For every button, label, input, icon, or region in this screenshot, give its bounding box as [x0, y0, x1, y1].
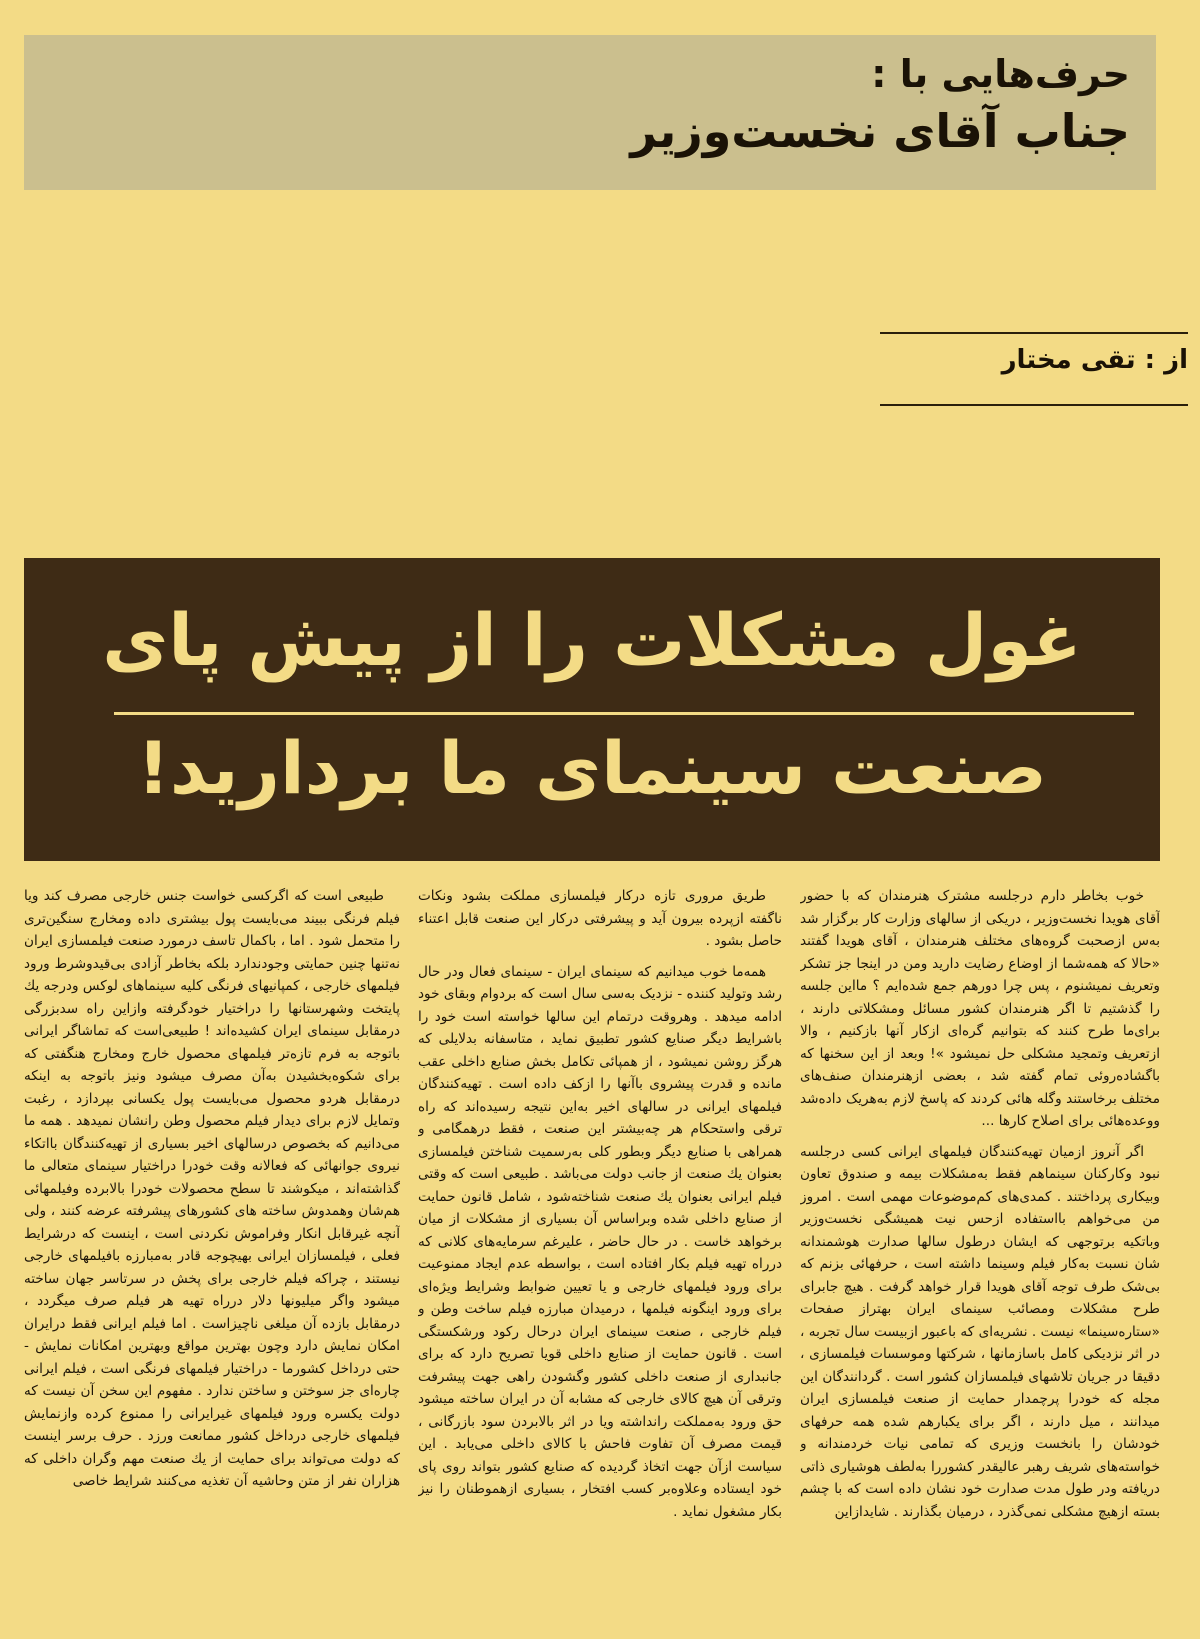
article-column-right	[800, 885, 1160, 1620]
article-column-left	[24, 885, 400, 1620]
headline-line-1: غول مشکلات را از پیش پای	[102, 598, 1082, 682]
column-paragraph: طریق مروری تازه درکار فیلمسازی مملکت بشود ونکات ناگفته ازپرده بیرون آید و پیشرفتی درکار این صنعت قابل اعتناء حاصل بشود .	[418, 888, 782, 949]
column-paragraph: همه‌ما خوب میدانیم که سینمای ایران - سینمای فعال ودر حال رشد وتولید کننده - نزدیک به‌سی سال است که بردوام وبقای خود ادامه میدهد . وهروقت درتمام این سالها خواسته است خود را باشرایط دیگر صنایع کشور تطبیق نماید ، متاسفانه بدلایلی که هرگز روشن نمیشود ، از همپائی تکامل بخش صنایع داخلی عقب مانده و قدرت پیشروی باآنها را ازکف داده است . تهیه‌کنندگان فیلمهای ایرانی در سالهای اخیر به‌این نتیجه رسیده‌اند که راه ترقی واستحکام هر چه‌بیشتر این صنعت ، فقط درهمگامی و همراهی با صنایع دیگر وبطور کلی به‌رسمیت شناختن فیلمسازی بعنوان یك صنعت از جانب دولت می‌باشد . طبیعی است که وقتی فیلم ایرانی بعنوان یك صنعت شناخته‌شود ، شامل قانون حمایت از صنایع داخلی شده وبراساس آن بسیاری از مشکلات از میان برخواهد خاست . در حال حاضر ، علیرغم سرمایه‌های کلانی که درراه تهیه فیلم بکار افتاده است ، بواسطه عدم ایجاد ممنوعیت برای ورود فیلمهای خارجی و یا تعیین ضوابط وشرایط ویژه‌ای برای ورود اینگونه فیلمها ، درمیدان مبارزه فیلم ساخت وطن و فیلم خارجی ، صنعت سینمای ایران درحال رکود ورشکستگی است . قانون حمایت از صنایع داخلی قویا تصریح دارد که برای جانبداری از صنعت داخلی کشور وگشودن راهی جهت پیشرفت وترقی آن هیچ کالای خارجی که مشابه آن در ایران ساخته میشود حق ورود به‌مملکت رانداشته ویا در اثر بالابردن سود بازرگانی ، قیمت مصرف آن تفاوت فاحش با کالای داخلی می‌یابد . این سیاست ازآن جهت اتخاذ گردیده که صنایع کشور بتواند روی پای خود ایستاده وعلاوه‌بر کسب افتخار ، بسیاری ازهموطنان را نیز بکار مشغول نماید .	[418, 963, 782, 1520]
author-top-rule	[880, 332, 1188, 334]
column-paragraph: خوب بخاطر دارم درجلسه مشترک هنرمندان که با حضور آقای هویدا نخست‌وزیر ، دریکی از سالهای وزارت کار برگزار شد به‌س ازصحبت گروه‌های مختلف هنرمندان ، آقای هویدا گفتند «حالا که همه‌شما از اوضاع رضایت دارید ومن در اینجا جز تشکر وتعریف نمیشنوم ، پس چرا دورهم جمع شده‌ایم ؟ مااین جلسه را گذشتیم تا اگر هنرمندان کشور مسائل ومشکلاتی دارند ، برای‌ما طرح کنند که بتوانیم گره‌ای ازکار آنها بازکنیم ، والا ازتعریف وتمجید مشکلی حل نمیشود »! وبعد از این سخنها که باگشاده‌روئی تمام گفته شد ، بعضی ازهنرمندان صنف‌های مختلف برخاستند وگله هائی کردند که پاسخ لازم به‌هریک داده‌شد ووعده‌هائی برای اصلاح کارها ...	[800, 888, 1160, 1129]
article-column-middle	[418, 885, 782, 1620]
headline-banner	[24, 558, 1160, 861]
header-line-1: حرف‌هایی با :	[871, 52, 1130, 96]
author-bottom-rule	[880, 404, 1188, 406]
headline-line-2: صنعت سینمای ما بردارید!	[137, 726, 1047, 810]
author-byline: از : تقی مختار	[1001, 345, 1188, 375]
headline-divider	[114, 712, 1134, 715]
column-paragraph: طبیعی است که اگرکسی خواست جنس خارجی مصرف کند ویا فیلم فرنگی ببیند می‌بایست پول بیشتری داده ومخارج سنگین‌تری را متحمل شود . اما ، باکمال تاسف درمورد صنعت فیلمسازی ایران نه‌تنها چنین حمایتی وجودندارد بلکه بخاطر آزادی بی‌قیدوشرط ورود فیلمهای خارجی ، کمپانیهای فرنگی کلیه سینماهای لوکس ودرجه یك پایتخت وشهرستانها را دراختیار خودگرفته وازاین راه سدبزرگی درمقابل سینمای ایران کشیده‌اند ! طبیعی‌است که تماشاگر ایرانی باتوجه به فرم تازه‌تر فیلمهای محصول خارج ومخارج هنگفتی که برای شکوه‌بخشیدن به‌آن مصرف میشود ونیز باتوجه به اینکه درمقابل هردو محصول می‌بایست پول یکسانی بپردازد ، رغبت وتمایل لازم برای دیدار فیلم محصول وطن رانشان نمیدهد . همه ما می‌دانیم که بخصوص درسالهای اخیر بسیاری از تهیه‌کنندگان بااتکاء نیروی جوانهائی که فعالانه وقت خودرا دراختیار سینمای متعالی ما گذاشته‌اند ، میکوشند تا سطح محصولات خودرا بالابرده وفیلمهائی هم‌شان وهمدوش ساخته های کشورهای پیشرفته عرضه کنند ، ولی آنچه غیرقابل انکار وفراموش نکردنی است ، اینست که درشرایط فعلی ، فیلمسازان ایرانی بهیچوجه قادر به‌مبارزه بافیلمهای خارجی نیستند ، چراکه فیلم خارجی برای پخش در سرتاسر جهان ساخته میشود واگر میلیونها دلار درراه تهیه هر فیلم صرف میگردد ، درمقابل بازده آن میلغی ناچیزاست . اما فیلم ایرانی فقط درایران امکان نمایش دارد وچون بهترین مواقع وبهترین امکانات نمایش - حتی درداخل کشورما - دراختیار فیلمهای فرنگی است ، فیلم ایرانی چاره‌ای جز سوختن و ساختن ندارد . مفهوم این سخن آن نیست که دولت یکسره ورود فیلمهای غیرایرانی را ممنوع کرده وازنمایش فیلمهای خارجی درداخل کشور ممانعت ورزد . حرف برسر اینست که دولت می‌تواند برای حمایت از یك صنعت مهم وگران داخلی که هزاران نفر از متن وحاشیه آن تغذیه می‌کنند شرایط خاصی	[24, 888, 400, 1489]
header-line-2: جناب آقای نخست‌وزیر	[630, 104, 1130, 159]
column-paragraph: اگر آنروز ازمیان تهیه‌کنندگان فیلمهای ایرانی کسی درجلسه نبود وکارکنان سینماهم فقط به‌مشکلات بیمه و صندوق تعاون وبیکاری پرداختند . کمدی‌های کم‌موضوعات مهمی است . امروز من می‌خواهم بااستفاده ازحس نیت همیشگی نخست‌وزیر وباتکیه برتوجهی که ایشان درطول سالها صدارت هوشمندانه شان نسبت به‌کار فیلم وسینما داشته است ، حرفهائی بزنم که بی‌شک طرف توجه آقای هویدا قرار خواهد گرفت . هیچ جابرای طرح مشکلات ومصائب سینمای ایران بهتراز صفحات «ستاره‌سینما» نیست . نشریه‌ای که باعبور ازبیست سال تجربه ، در اثر نزدیکی کامل باسازمانها ، شرکتها وموسسات فیلمسازی ، دقیقا در جریان تلاشهای فیلمسازان کشور است . گردانندگان این مجله که خودرا پرچمدار حمایت از صنعت فیلمسازی ایران میدانند ، میل دارند ، اگر برای یکبارهم شده همه حرفهای خودشان را بانخست وزیری که تمامی نیات خردمندانه و خواسته‌های شریف رهبر عالیقدر کشوررا به‌لطف هوشیاری ذاتی دریافته ودر طول مدت صدارت خود نشان داده است که با چشم بسته ازهیچ مشکلی نمی‌گذرد ، درمیان بگذارند . شایدازاین	[800, 1143, 1160, 1520]
header-box	[24, 35, 1156, 190]
